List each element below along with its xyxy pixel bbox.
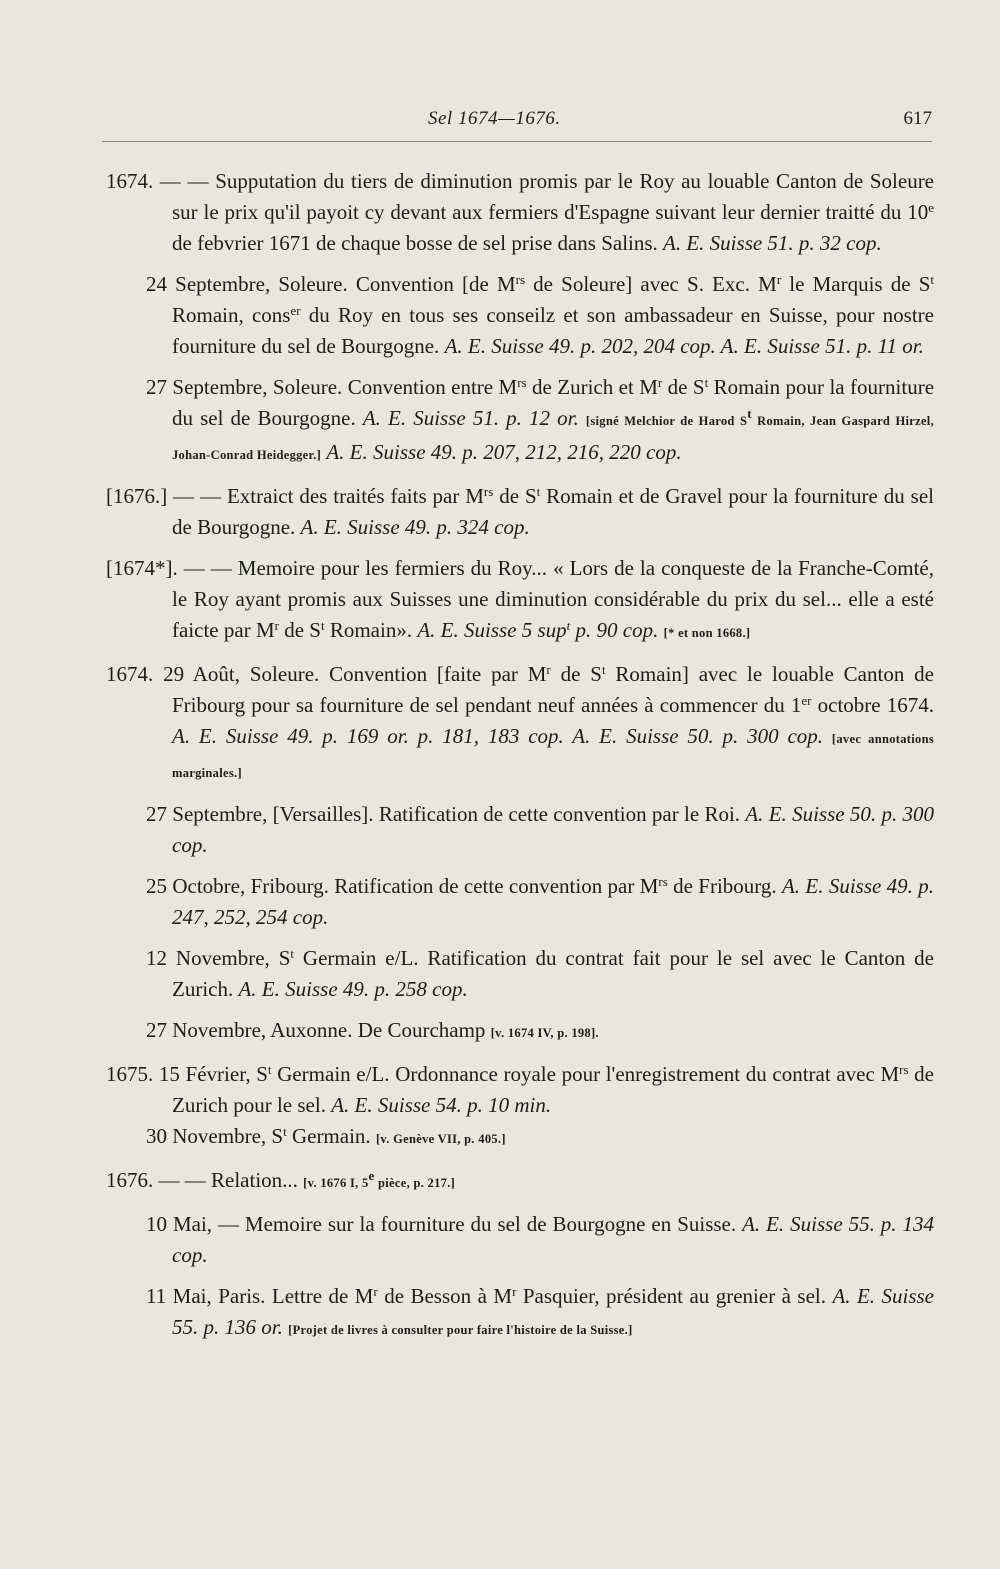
entry-1674-supputation: 1674. — — Supputation du tiers de diminution promis par le Roy au louable Canton de Soleure sur le prix qu'il payoit cy devant aux fermiers d'Espagne suivant leur dernier traitté du 10e de febvrier 1671 de chaque bosse de sel prise dans Salins. A. E. Suisse 51. p. 32 cop. — [106, 169, 935, 255]
editorial-note: [* et non 1668.] — [663, 626, 751, 640]
entry-27-septembre-soleure: 27 Septembre, Soleure. Convention entre $M^{rs}$ de Zurich et $M^r$ de $S^t$ Romain pour la fourniture du sel de Bourgogne. A. E. Suisse 51. p. 12 or. [signé Melchior de Harod $S^t$ Romain, Jean Gaspard Hirzel, Johan-Conrad Heidegger.] A. E. Suisse 49. p. 207, 212, 216, 220 cop. — [146, 375, 935, 464]
archive-reference: A. E. Suisse 49. p. 207, 212, 216, 220 cop. — [326, 440, 682, 464]
archive-reference: A. E. Suisse 49. p. 247, 252, 254 cop. — [172, 874, 935, 929]
entry-1674-memoire: [1674*]. — — Memoire pour les fermiers du Roy... « Lors de la conqueste de la Franche-Comté, le Roy ayant promis aux Suisses une diminution considérable du prix du sel... elle a esté faicte par $M^r$ de $S^t$ Romain». A. E. Suisse 5 sup$^t$ p. 90 cop. [* et non 1668.] — [106, 556, 934, 642]
running-title: Sel 1674—1676. — [428, 108, 561, 129]
entry-24-septembre: 24 Septembre, Soleure. Convention [de $M^{rs}$ de Soleure] avec S. Exc. $M^r$ le Marquis de $S^t$ Romain, cons$^{er}$ du Roy en tous ses conseilz et son ambassadeur en Suisse, pour nostre fourniture du sel de Bourgogne. A. E. Suisse 49. p. 202, 204 cop. A. E. Suisse 51. p. 11 or. — [146, 272, 934, 358]
entry-25-octobre: 25 Octobre, Fribourg. Ratification de cette convention par $M^{rs}$ de Fribourg. A. E. Suisse 49. p. 247, 252, 254 cop. — [146, 874, 935, 929]
editorial-note: [v. 1674 IV, p. 198]. — [490, 1026, 599, 1040]
editorial-note: [Projet de livres à consulter pour faire l'histoire de la Suisse.] — [288, 1323, 633, 1337]
document-body — [106, 166, 934, 1356]
editorial-note: [signé Melchior de Harod $S^t$ Romain, Jean Gaspard Hirzel, Johan-Conrad Heidegger.] — [172, 406, 935, 462]
archive-reference: A. E. Suisse 49. p. 169 or. p. 181, 183 cop. A. E. Suisse 50. p. 300 cop. — [172, 724, 824, 748]
archive-reference: A. E. Suisse 55. p. 136 or. — [172, 1284, 934, 1339]
header-rule — [102, 141, 932, 142]
entry-30-novembre: 30 Novembre, $S^t$ Germain. [v. Genève VII, p. 405.] — [146, 1124, 506, 1148]
entry-1675-15-fevrier: 1675. 15 Février, $S^t$ Germain e/L. Ordonnance royale pour l'enregistrement du contrat avec $M^{rs}$ de Zurich pour le sel. A. E. Suisse 54. p. 10 min. — [106, 1062, 934, 1117]
entry-1674-29-aout: 1674. 29 Août, Soleure. Convention [faite par $M^r$ de $S^t$ Romain] avec le louable Canton de Fribourg pour sa fourniture de sel pendant neuf années à commencer du 1er octobre 1674. A. E. Suisse 49. p. 169 or. p. 181, 183 cop. A. E. Suisse 50. p. 300 cop. [avec annotations marginales.] — [106, 662, 935, 780]
archive-reference: A. E. Suisse 49. p. 202, 204 cop. A. E. Suisse 51. p. 11 or. — [444, 334, 924, 358]
entry-27-septembre-versailles: 27 Septembre, [Versailles]. Ratification de cette convention par le Roi. A. E. Suisse 50. p. 300 cop. — [146, 802, 934, 857]
entry-27-novembre: 27 Novembre, Auxonne. De Courchamp [v. 1674 IV, p. 198]. — [146, 1018, 599, 1042]
entry-10-mai: 10 Mai, — Memoire sur la fourniture du sel de Bourgogne en Suisse. A. E. Suisse 55. p. 134 cop. — [146, 1212, 934, 1267]
archive-reference: A. E. Suisse 49. p. 324 cop. — [300, 515, 530, 539]
entry-11-mai: 11 Mai, Paris. Lettre de $M^r$ de Besson à $M^r$ Pasquier, président au grenier à sel. A. E. Suisse 55. p. 136 or. [Projet de livres à consulter pour faire l'histoire de la Suisse.] — [146, 1284, 934, 1339]
archive-reference: A. E. Suisse 54. p. 10 min. — [331, 1093, 552, 1117]
editorial-note: [v. Genève VII, p. 405.] — [375, 1132, 506, 1146]
editorial-note: [v. 1676 I, 5e pièce, p. 217.] — [303, 1168, 456, 1190]
archive-reference: A. E. Suisse 49. p. 258 cop. — [238, 977, 468, 1001]
archive-reference: A. E. Suisse 51. p. 32 cop. — [663, 231, 882, 255]
editorial-note: [avec annotations marginales.] — [172, 732, 935, 780]
page-number: 617 — [903, 108, 932, 129]
entry-1676-relation: 1676. — — Relation... [v. 1676 I, 5e pièce, p. 217.] — [106, 1168, 456, 1192]
archive-reference: A. E. Suisse 55. p. 134 cop. — [172, 1212, 934, 1267]
page-header — [170, 104, 932, 138]
archive-reference: A. E. Suisse 5 sup$^t$ p. 90 cop. — [417, 618, 659, 642]
archive-reference: A. E. Suisse 51. p. 12 or. — [362, 406, 579, 430]
entry-1676-extraict: [1676.] — — Extraict des traités faits par $M^{rs}$ de $S^t$ Romain et de Gravel pour la fourniture du sel de Bourgogne. A. E. Suisse 49. p. 324 cop. — [106, 484, 934, 539]
entry-12-novembre: 12 Novembre, $S^t$ Germain e/L. Ratification du contrat fait pour le sel avec le Canton de Zurich. A. E. Suisse 49. p. 258 cop. — [146, 946, 934, 1001]
archive-reference: A. E. Suisse 50. p. 300 cop. — [172, 802, 934, 857]
